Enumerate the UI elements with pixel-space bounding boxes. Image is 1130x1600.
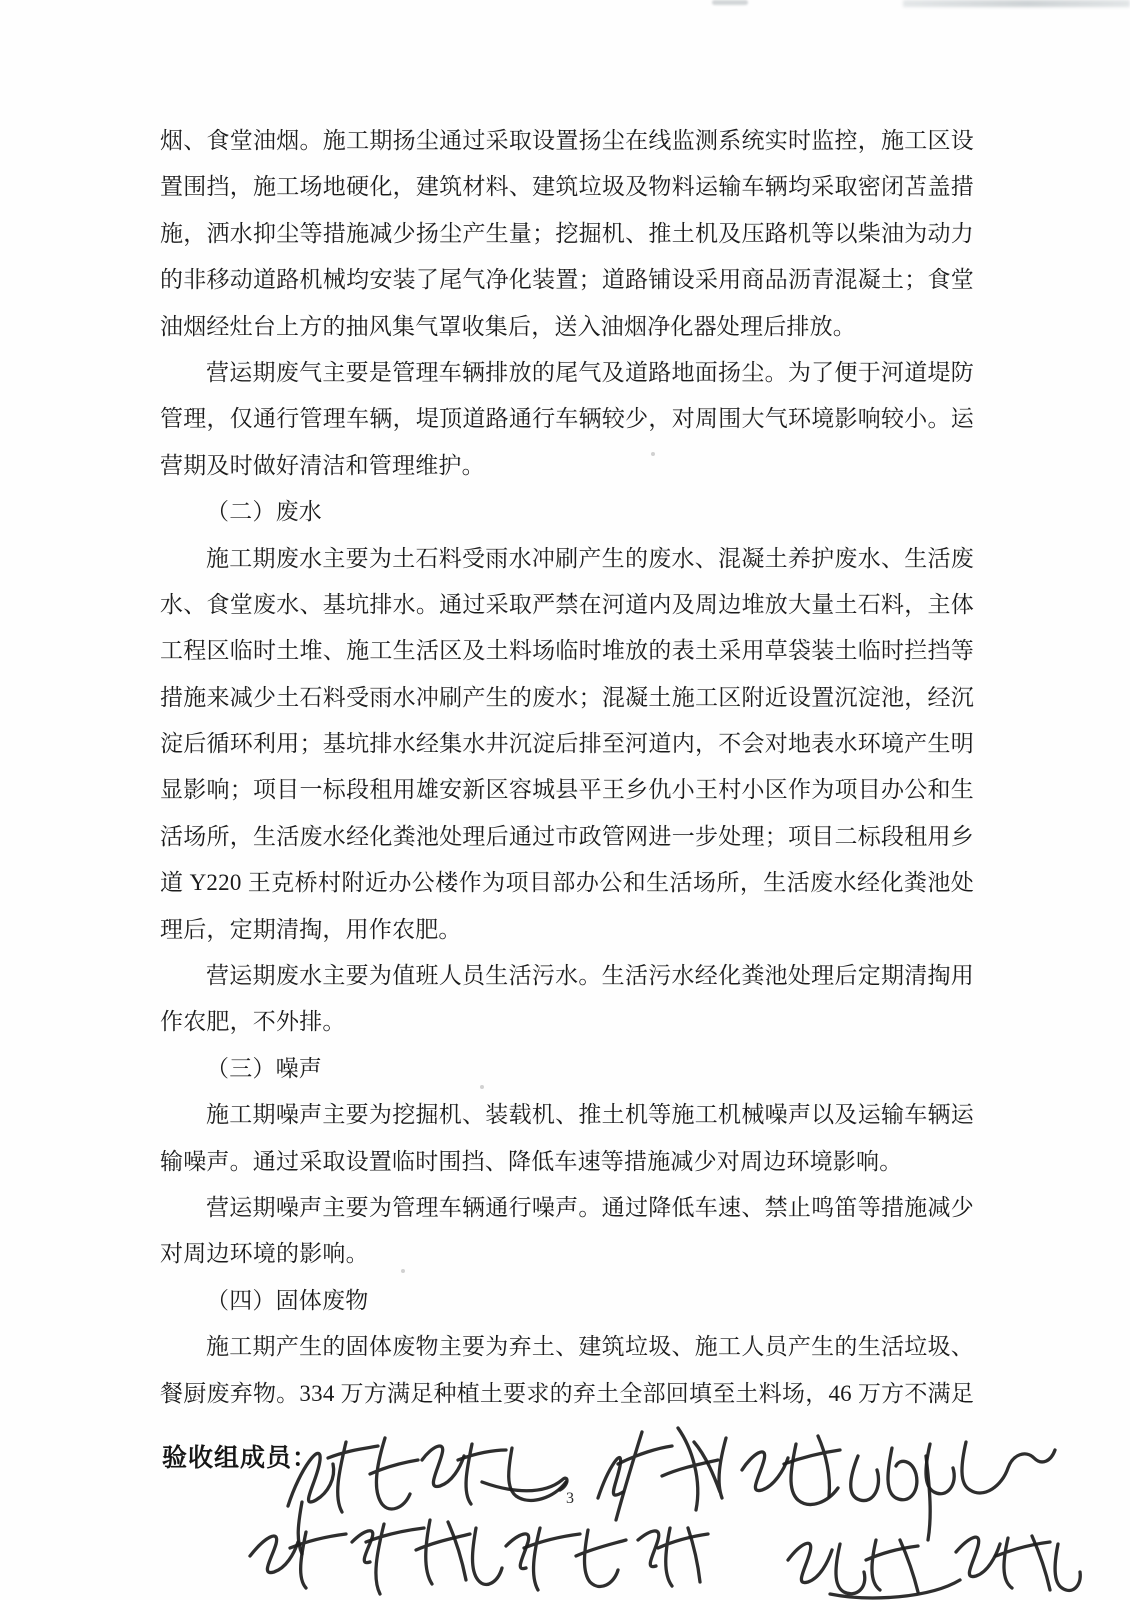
text-line: 施，洒水抑尘等措施减少扬尘产生量；挖掘机、推土机及压路机等以柴油为动力 bbox=[160, 220, 974, 246]
text-line: 水、食堂废水、基坑排水。通过采取严禁在河道内及周边堆放大量土石料，主体 bbox=[160, 591, 974, 617]
text-line: 对周边环境的影响。 bbox=[160, 1241, 369, 1267]
text-line: 管理，仅通行管理车辆，堤顶道路通行车辆较少，对周围大气环境影响较小。运 bbox=[160, 406, 974, 432]
signature-9 bbox=[638, 1528, 708, 1586]
text-line: 作农肥，不外排。 bbox=[160, 1009, 346, 1035]
text-line: 营运期噪声主要为管理车辆通行噪声。通过降低车速、禁止鸣笛等措施减少 bbox=[206, 1194, 974, 1220]
scan-artifact bbox=[712, 0, 748, 5]
text-line: 营运期废水主要为值班人员生活污水。生活污水经化粪池处理后定期清掏用 bbox=[206, 963, 974, 989]
text-line: 营期及时做好清洁和管理维护。 bbox=[160, 452, 485, 478]
signature-8 bbox=[506, 1528, 626, 1590]
text-line: 道 Y220 王克桥村附近办公楼作为项目部办公和生活场所，生活废水经化粪池处 bbox=[160, 870, 974, 896]
signature-6 bbox=[250, 1532, 346, 1588]
text-line: 油烟经灶台上方的抽风集气罩收集后，送入油烟净化器处理后排放。 bbox=[160, 313, 856, 339]
text-line: 措施来减少土石料受雨水冲刷产生的废水；混凝土施工区附近设置沉淀池，经沉 bbox=[160, 684, 974, 710]
section-heading-wastewater: （二）废水 bbox=[206, 499, 322, 525]
signature-2 bbox=[422, 1444, 567, 1504]
handwritten-signatures bbox=[170, 1398, 1130, 1600]
signature-11 bbox=[956, 1536, 1080, 1590]
text-line: 活场所，生活废水经化粪池处理后通过市政管网进一步处理；项目二标段租用乡 bbox=[160, 823, 974, 849]
acceptance-team-label: 验收组成员： bbox=[162, 1445, 319, 1472]
text-line: 烟、食堂油烟。施工期扬尘通过采取设置扬尘在线监测系统实时监控，施工区设 bbox=[160, 128, 974, 153]
text-line: 餐厨废弃物。334 万方满足种植土要求的弃土全部回填至土料场，46 万方不满足 bbox=[160, 1380, 974, 1406]
text-line: 工程区临时土堆、施工生活区及土料场临时堆放的表土采用草袋装土临时拦挡等 bbox=[160, 638, 974, 664]
text-line: 施工期噪声主要为挖掘机、装载机、推土机等施工机械噪声以及运输车辆运 bbox=[206, 1102, 974, 1128]
signature-10 bbox=[788, 1540, 960, 1598]
text-line: 输噪声。通过采取设置临时围挡、降低车速等措施减少对周边环境影响。 bbox=[160, 1148, 903, 1174]
document-body bbox=[160, 118, 974, 1417]
signature-5 bbox=[851, 1442, 1055, 1540]
signature-4 bbox=[742, 1436, 840, 1504]
text-line: 理后，定期清掏，用作农肥。 bbox=[160, 916, 462, 942]
text-line: 施工期废水主要为土石料受雨水冲刷产生的废水、混凝土养护废水、生活废 bbox=[206, 545, 974, 571]
text-line: 营运期废气主要是管理车辆排放的尾气及道路地面扬尘。为了便于河道堤防 bbox=[206, 359, 974, 385]
signature-3 bbox=[598, 1428, 726, 1520]
signature-1 bbox=[288, 1438, 418, 1554]
section-heading-solid-waste: （四）固体废物 bbox=[206, 1287, 369, 1313]
page-number: 3 bbox=[566, 1490, 574, 1507]
text-line: 显影响；项目一标段租用雄安新区容城县平王乡仇小王村小区作为项目办公和生 bbox=[160, 777, 974, 803]
text-line: 淀后循环利用；基坑排水经集水井沉淀后排至河道内，不会对地表水环境产生明 bbox=[160, 731, 974, 757]
text-line: 的非移动道路机械均安装了尾气净化装置；道路铺设采用商品沥青混凝土；食堂 bbox=[160, 267, 974, 293]
signature-7 bbox=[352, 1520, 502, 1594]
scan-artifact bbox=[903, 0, 1130, 7]
text-line: 施工期产生的固体废物主要为弃土、建筑垃圾、施工人员产生的生活垃圾、 bbox=[206, 1334, 974, 1360]
section-heading-noise: （三）噪声 bbox=[206, 1055, 322, 1081]
text-line: 置围挡，施工场地硬化，建筑材料、建筑垃圾及物料运输车辆均采取密闭苫盖措 bbox=[160, 174, 974, 200]
